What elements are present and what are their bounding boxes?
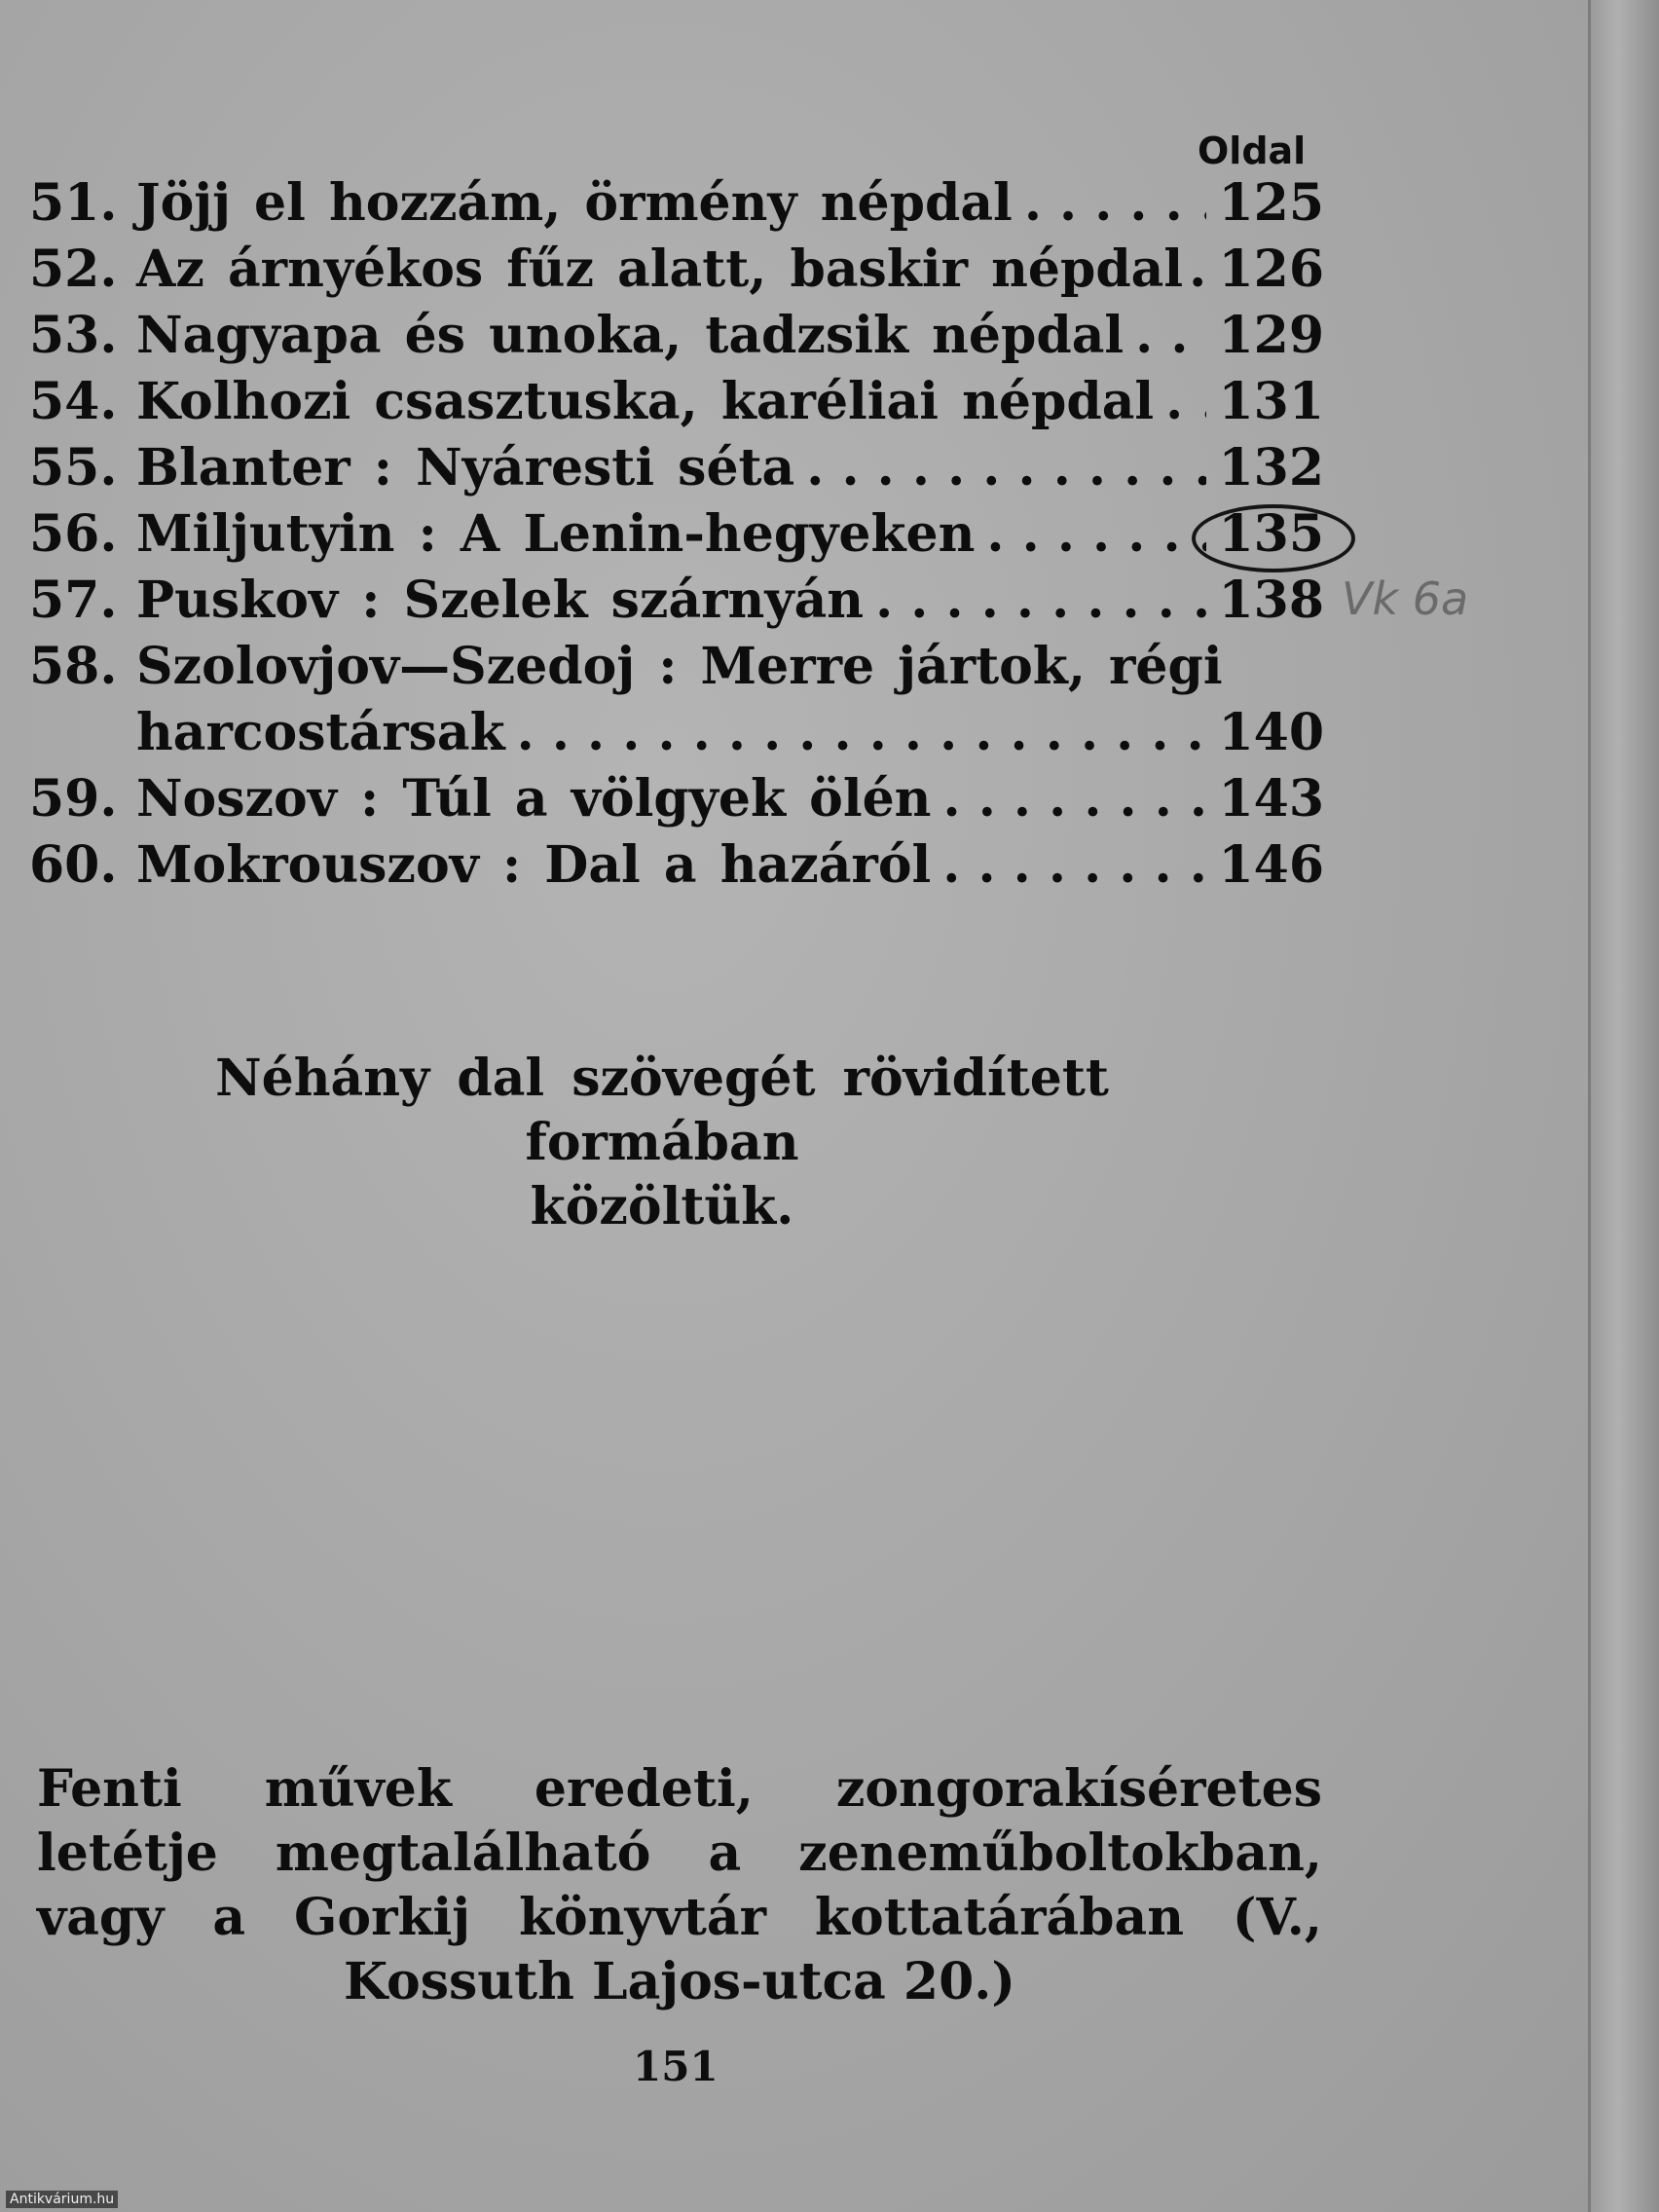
table-of-contents: [29, 173, 1324, 902]
toc-dot-leader: [1135, 306, 1206, 365]
toc-number: 57.: [29, 571, 118, 630]
toc-dot-leader: [1165, 372, 1206, 431]
toc-entry-58-continued: [29, 703, 1324, 769]
handwritten-note: Vk 6a: [1342, 572, 1469, 625]
toc-page: 146: [1218, 835, 1324, 895]
toc-number: 54.: [29, 372, 118, 431]
toc-title: Puskov : Szelek szárnyán: [136, 571, 865, 630]
toc-title: Szolovjov—Szedoj : Merre jártok, régi: [136, 637, 1223, 696]
toc-page: 143: [1218, 769, 1324, 829]
toc-number: 58.: [29, 637, 118, 696]
handwritten-circle-mark: [1192, 504, 1355, 572]
toc-number: 52.: [29, 240, 118, 299]
page-number: 151: [633, 2043, 719, 2090]
page-edge: [1588, 0, 1659, 2212]
toc-number: 55.: [29, 438, 118, 498]
toc-title: Nagyapa és unoka, tadzsik népdal: [136, 306, 1124, 365]
toc-dot-leader: [517, 703, 1207, 762]
toc-dot-leader: [986, 504, 1206, 564]
toc-dot-leader: [942, 769, 1206, 829]
abridgement-note: [78, 1047, 1246, 1239]
toc-entry-59: [29, 769, 1324, 835]
toc-number: 53.: [29, 306, 118, 365]
toc-page: 140: [1218, 703, 1324, 762]
toc-dot-leader: [806, 438, 1206, 498]
toc-entry-60: [29, 835, 1324, 902]
toc-entry-57: [29, 571, 1324, 637]
page-column-label: Oldal: [1198, 129, 1307, 172]
note-line-1: Néhány dal szövegét rövidített formában: [215, 1049, 1109, 1172]
toc-entry-55: [29, 438, 1324, 504]
toc-dot-leader: [1189, 240, 1212, 299]
toc-title: harcostársak: [136, 703, 505, 762]
toc-entry-52: [29, 240, 1324, 306]
toc-dot-leader: [942, 835, 1206, 895]
toc-title: Kolhozi csasztuska, karéliai népdal: [136, 372, 1155, 431]
toc-entry-53: [29, 306, 1324, 372]
toc-entry-58: [29, 637, 1324, 703]
toc-title: Miljutyin : A Lenin-hegyeken: [136, 504, 976, 564]
toc-page: 126: [1218, 240, 1324, 299]
watermark: Antikvárium.hu: [6, 2191, 118, 2208]
toc-page: 125: [1218, 173, 1324, 233]
toc-title: Noszov : Túl a völgyek ölén: [136, 769, 932, 829]
note-line-2: közöltük.: [530, 1177, 794, 1236]
toc-page: 129: [1218, 306, 1324, 365]
toc-number: 59.: [29, 769, 118, 829]
toc-page: 135: [1218, 504, 1324, 564]
toc-dot-leader: [1024, 173, 1207, 233]
toc-title: Jöjj el hozzám, örmény népdal: [136, 173, 1013, 233]
toc-page: 138: [1218, 571, 1324, 630]
toc-entry-51: [29, 173, 1324, 240]
footer-paragraph: Fenti művek eredeti, zongorakíséretes letétje megtalálható a zeneműboltokban, vagy a Gorkij könyvtár kottatárában (V., Kossuth Lajos-utca 20.): [37, 1759, 1322, 2011]
toc-page: 132: [1218, 438, 1324, 498]
toc-dot-leader: [875, 571, 1206, 630]
toc-number: 51.: [29, 173, 118, 233]
toc-title: Mokrouszov : Dal a hazáról: [136, 835, 932, 895]
toc-entry-56: [29, 504, 1324, 571]
toc-number: 56.: [29, 504, 118, 564]
toc-entry-54: [29, 372, 1324, 438]
toc-title: Blanter : Nyáresti séta: [136, 438, 795, 498]
toc-page: 131: [1218, 372, 1324, 431]
toc-number: 60.: [29, 835, 118, 895]
toc-title: Az árnyékos fűz alatt, baskir népdal: [136, 240, 1184, 299]
